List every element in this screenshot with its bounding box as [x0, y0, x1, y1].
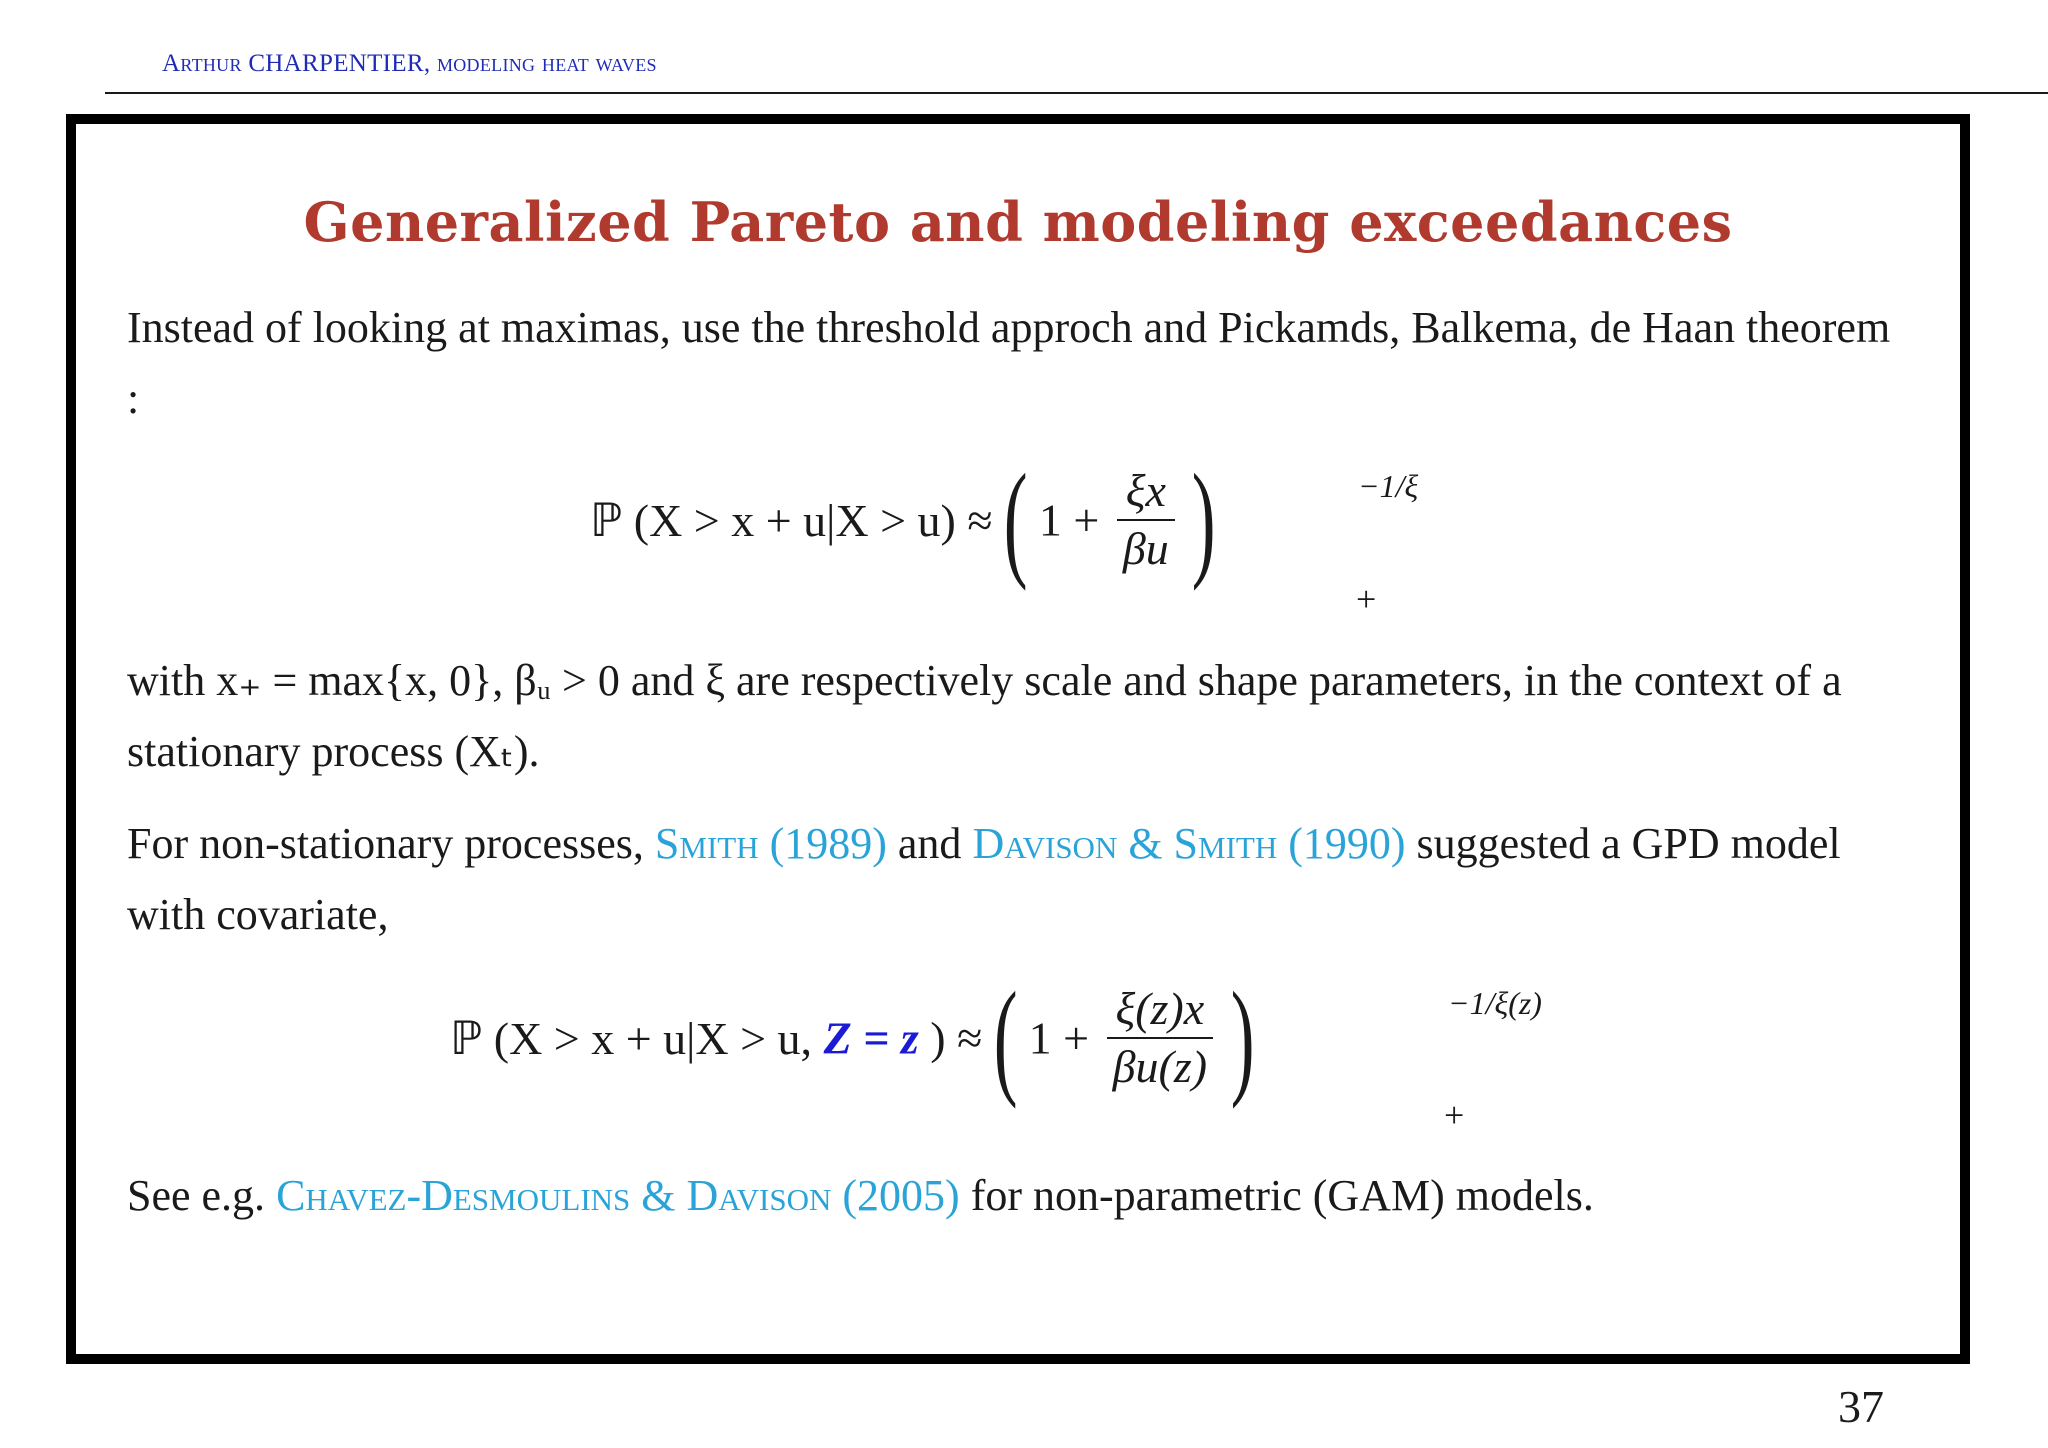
- eq2-denominator: βu(z): [1112, 1041, 1208, 1092]
- eq1-left-paren: (: [1003, 448, 1028, 592]
- eq2-lhs-post: ) ≈: [930, 1012, 983, 1064]
- slide-title: Generalized Pareto and modeling exceedances: [303, 190, 1733, 254]
- eq2-one-plus: 1 +: [1028, 1012, 1090, 1064]
- equation-1: [590, 448, 1216, 592]
- page-number: 37: [1838, 1381, 1884, 1432]
- with-paragraph: with x₊ = max{x, 0}, βᵤ > 0 and ξ are respectively scale and shape parameters, in the context of a stationary process (Xₜ).: [127, 656, 1842, 776]
- eq1-fraction: [1117, 463, 1175, 577]
- eq1-exponent: −1/ξ: [1358, 468, 1419, 504]
- eq2-fraction: [1107, 981, 1213, 1095]
- citation-chavez-desmoulins-davison-2005[interactable]: Chavez-Desmoulins & Davison (2005): [276, 1171, 960, 1220]
- eq2-covariate: Z = z: [823, 1012, 919, 1064]
- nonstationary-paragraph: [127, 808, 1907, 950]
- eq1-right-paren: ): [1192, 448, 1216, 592]
- eq2-lhs-pre: ℙ (X > x + u|X > u,: [450, 1013, 813, 1064]
- see-paragraph: [127, 1160, 1907, 1231]
- intro-paragraph: Instead of looking at maximas, use the threshold approch and Pickamds, Balkema, de Haan theorem :: [127, 303, 1891, 423]
- see-post: for non-parametric (GAM) models.: [970, 1171, 1594, 1220]
- nonstat-mid: and: [897, 819, 962, 868]
- eq1-lhs: ℙ (X > x + u|X > u) ≈: [590, 495, 993, 546]
- nonstat-pre: For non-stationary processes,: [127, 819, 644, 868]
- header-author: Arthur CHARPENTIER, modeling heat waves: [162, 50, 657, 77]
- eq2-left-paren: (: [993, 966, 1018, 1110]
- eq1-denominator: βu: [1122, 523, 1169, 574]
- eq2-numerator: ξ(z)x: [1107, 981, 1213, 1039]
- eq2-right-paren: ): [1230, 966, 1255, 1110]
- eq1-numerator: ξx: [1117, 463, 1175, 521]
- see-pre: See e.g.: [127, 1171, 266, 1220]
- eq2-exponent: −1/ξ(z): [1448, 985, 1542, 1021]
- nonstat-post: suggested a GPD model with covariate,: [127, 819, 1841, 939]
- eq2-subscript-plus: +: [1444, 1095, 1465, 1135]
- eq1-subscript-plus: +: [1356, 579, 1377, 619]
- eq1-one-plus: 1 +: [1038, 494, 1100, 546]
- equation-2: [450, 966, 1255, 1110]
- citation-davison-smith-1990[interactable]: Davison & Smith (1990): [972, 819, 1406, 868]
- header-rule: [105, 92, 2048, 94]
- citation-smith-1989[interactable]: Smith (1989): [654, 819, 887, 868]
